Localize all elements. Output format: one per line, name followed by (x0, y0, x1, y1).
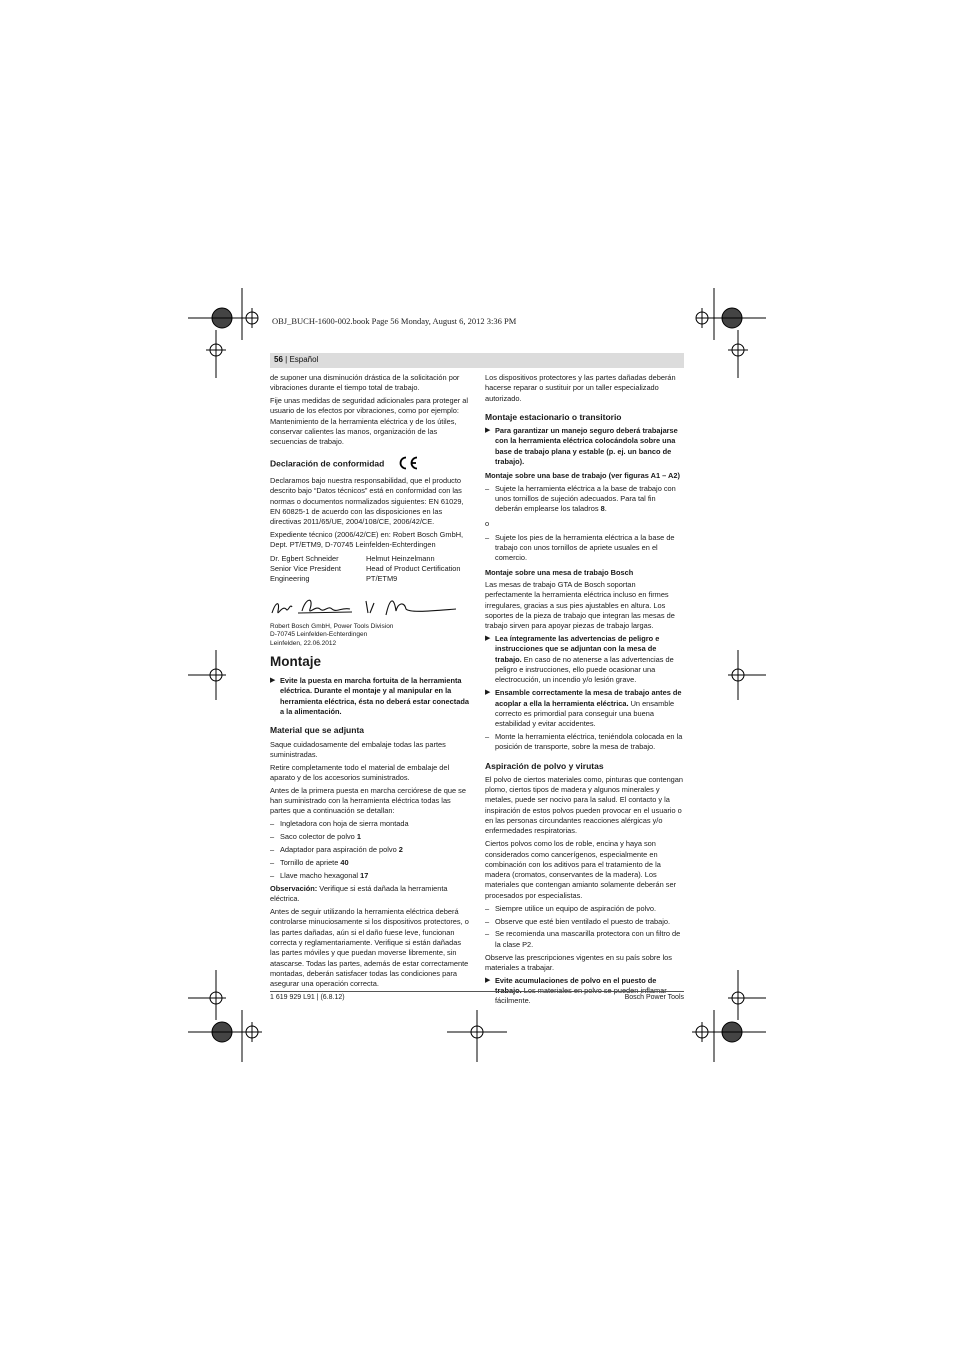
bullet-item: ▶ Ensamble correctamente la mesa de trabajo antes de acoplar a ella la herramienta eléctrica. Un ensamble correcto es primordial para conseguir una buena estabilidad y evitar accidentes. (485, 688, 682, 729)
paragraph: Observe las prescripciones vigentes en su país sobre los materiales a trabajar. (485, 952, 672, 972)
page-number: 56 (274, 355, 283, 364)
list-item: – Adaptador para aspiración de polvo 2 (270, 845, 403, 855)
bullet-item: ▶ Lea íntegramente las advertencias de peligro e instrucciones que se adjuntan con la mesa de trabajo. En caso de no atenerse a las advertencias de peligro e instrucciones, ello puede ocasionar una electrocución, un incendio y/o lesión grave. (485, 634, 674, 685)
list-item: – Observe que esté bien ventilado el puesto de trabajo. (485, 916, 671, 926)
footer-rule (270, 991, 684, 992)
bullet-item: ▶ Para garantizar un manejo seguro deberá trabajarse con la herramienta eléctrica colocándola sobre una base de trabajo plana y estable (p. ej. un banco de trabajo). (485, 426, 678, 467)
list-item: – Monte la herramienta eléctrica, teniéndola colocada en la posición de transporte, sobre la mesa de trabajo. (485, 731, 683, 752)
page-header: 56 | Español (270, 353, 684, 368)
section-heading-aspiracion: Aspiración de polvo y virutas (485, 760, 604, 771)
list-item: – Tornillo de apriete 40 (270, 858, 349, 868)
section-heading-declaracion: Declaración de conformidad (270, 456, 470, 472)
list-item: – Se recomienda una mascarilla protectora con un filtro de la clase P2. (485, 929, 681, 949)
paragraph: Declaramos bajo nuestra responsabilidad, que el producto descrito bajo “Datos técnicos” está en conformidad con las normas o documentos normalizados siguientes: EN 61029, EN 60825-1 de acuerdo con las disposiciones en las directivas 2011/65/UE, 2004/108/CE, 2006/42/CE. (270, 475, 464, 527)
section-heading-montaje: Montaje (270, 654, 322, 670)
paragraph: Antes de seguir utilizando la herramienta eléctrica deberá controlarse minuciosamente si los dispositivos protectores, o las partes dañadas, aún si el daño fuese leve, funcionan correcta y reglamentariamente. Verifique si están dañadas las partes móviles y que puedan moverse libremente, sin atascarse. Todas las partes, además de estar correctamente montadas, deberán satisfacer todas las condiciones para asegurar una operación correcta. (270, 907, 469, 989)
right-column (485, 373, 684, 1009)
paragraph: Las mesas de trabajo GTA de Bosch soportan perfectamente la herramienta eléctrica incluso en firmes irregulares, gracias a sus pies ajustables en altura. Los soportes de la pieza de trabajo que integran las mesas de trabajo sirven para apoyar piezas de trabajo largas. (485, 580, 675, 631)
footer-doc-number: 1 619 929 L91 | (6.8.12) (270, 994, 345, 1001)
triangle-bullet-icon: ▶ (270, 677, 276, 685)
ce-mark-icon (397, 456, 419, 472)
list-item: – Llave macho hexagonal 17 (270, 870, 369, 880)
triangle-bullet-icon: ▶ (485, 635, 491, 643)
subheading: Montaje sobre una base de trabajo (ver figuras A1 – A2) (485, 471, 680, 481)
language-label: Español (289, 355, 319, 364)
paragraph: Ciertos polvos como los de roble, encina y haya son considerados como cancerígenos, especialmente en combinación con los aditivos para el tratamiento de la madera (cromatos, conservantes de la madera). Los materiales que contengan amianto solamente deberán ser procesados por especialistas. (485, 839, 677, 900)
list-item: – Sujete los pies de la herramienta eléctrica a la base de trabajo con unos tornillos de apriete usuales en el comercio. (485, 532, 675, 563)
triangle-bullet-icon: ▶ (485, 427, 491, 435)
paragraph: Saque cuidadosamente del embalaje todas las partes suministradas. (270, 739, 446, 759)
paragraph: Antes de la primera puesta en marcha cerciórese de que se han suministrado con la herramienta eléctrica todas las partes que a continuación se detallan: (270, 785, 466, 816)
footer-brand: Bosch Power Tools (624, 994, 684, 1001)
paragraph: Fije unas medidas de seguridad adicionales para proteger al usuario de los efectos por vibraciones, como por ejemplo: Mantenimiento de la herramienta eléctrica y de los útiles, conservar calientes las manos, organización de las secuencias de trabajo. (270, 396, 469, 447)
list-item: – Sujete la herramienta eléctrica a la base de trabajo con unos tornillos de sujeción adecuados. Para tal fin deberán emplearse los taladros 8. (485, 483, 676, 514)
list-item: – Siempre utilice un equipo de aspiración de polvo. (485, 903, 657, 913)
signatures-image (270, 591, 470, 621)
paragraph: de suponer una disminución drástica de la solicitación por vibraciones durante el tiempo total de trabajo. (270, 373, 460, 393)
print-slug: OBJ_BUCH-1600-002.book Page 56 Monday, August 6, 2012 3:36 PM (272, 316, 517, 326)
left-column (270, 373, 470, 992)
observation: Observación: Verifique si está dañada la herramienta eléctrica. (270, 883, 448, 904)
paragraph: Retire completamente todo el material de embalaje del aparato y de los accesorios suministrados. (270, 762, 450, 782)
signatories: Dr. Egbert Schneider Senior Vice President Engineering Helmut Heinzelmann Head of Product Certification PT/ETM9 (270, 553, 461, 584)
paragraph: El polvo de ciertos materiales como, pinturas que contengan plomo, ciertos tipos de madera y algunos minerales y metales, puede ser nocivo para la salud. El contacto y la inspiración de estos polvos pueden provocar en el usuario o en las personas circundantes reacciones alérgicas y/o enfermedades respiratorias. (485, 774, 684, 836)
list-item: – Ingletadora con hoja de sierra montada (270, 819, 409, 829)
company-block: Robert Bosch GmbH, Power Tools Division D-70745 Leinfelden-Echterdingen Leinfelden, 22.06.2012 (270, 622, 394, 647)
triangle-bullet-icon: ▶ (485, 689, 491, 697)
section-heading-material: Material que se adjunta (270, 725, 364, 736)
paragraph: Expediente técnico (2006/42/CE) en: Robert Bosch GmbH, Dept. PT/ETM9, D-70745 Leinfelden-Echterdingen (270, 530, 464, 550)
bullet-item: ▶ Evite acumulaciones de polvo en el puesto de fácilmente. (485, 975, 657, 1006)
triangle-bullet-icon: ▶ (485, 976, 491, 984)
list-item: – Saco colector de polvo 1 (270, 832, 361, 842)
section-heading-estacionario: Montaje estacionario o transitorio (485, 411, 622, 422)
or-text: o (485, 518, 490, 528)
paragraph: Los dispositivos protectores y las partes dañadas deberán hacerse reparar o sustituir por un taller especializado autorizado. (485, 373, 676, 403)
warning-bullet: ▶ Evite la puesta en marcha fortuita de la herramienta eléctrica. Durante el montaje y al manipular en la herramienta eléctrica, ésta no deberá estar conectada a la alimentación. (270, 676, 469, 716)
subheading: Montaje sobre una mesa de trabajo Bosch (485, 567, 634, 577)
